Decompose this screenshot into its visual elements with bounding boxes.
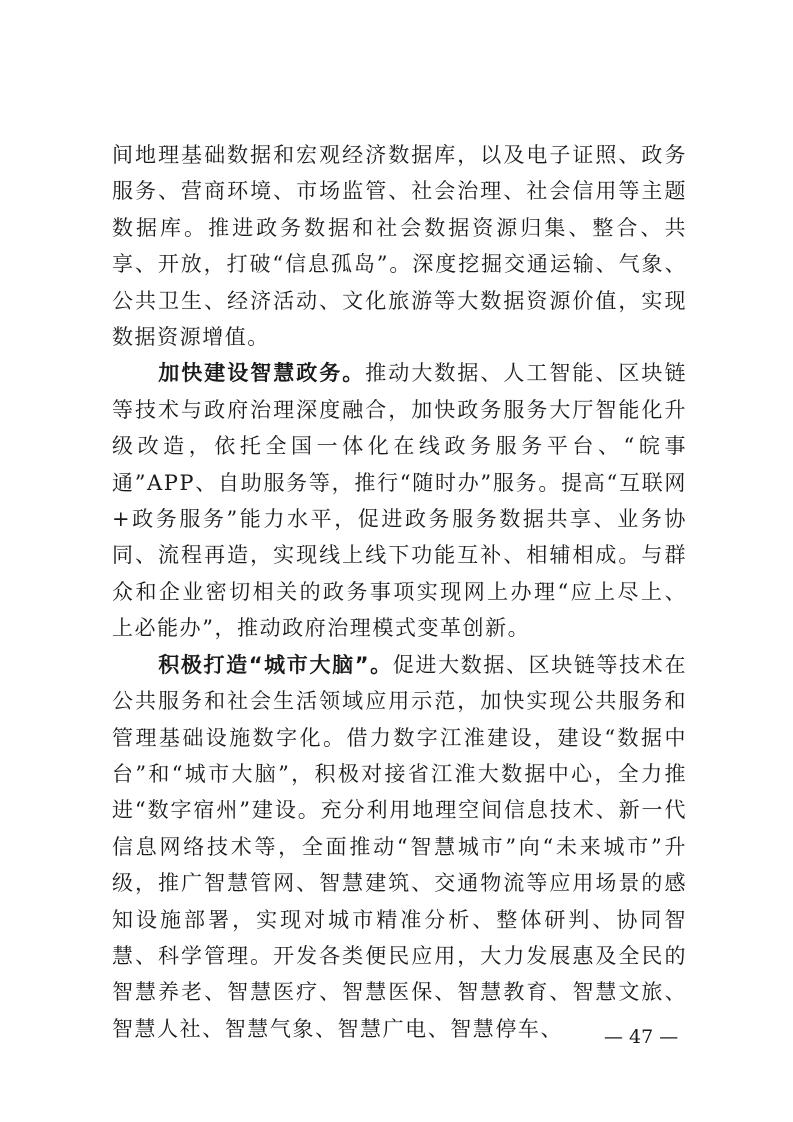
paragraph-city-brain (112, 647, 687, 1047)
body-text (112, 137, 687, 1047)
paragraph-heading: 加快建设智慧政务。 (158, 361, 366, 386)
page-number: — 47 — (604, 1026, 679, 1048)
paragraph-text: 推动大数据、人工智能、区块链等技术与政府治理深度融合，加快政务服务大厅智能化升级改造，依托全国一体化在线政务服务平台、“皖事通”APP、自助服务等，推行“随时办”服务。提高“互联网+政务服务”能力水平，促进政务服务数据共享、业务协同、流程再造，实现线上线下功能互补、相辅相成。与群众和企业密切相关的政务事项实现网上办理“应上尽上、上必能办”，推动政府治理模式变革创新。 (112, 361, 687, 641)
paragraph-text: 间地理基础数据和宏观经济数据库，以及电子证照、政务服务、营商环境、市场监管、社会治理、社会信用等主题数据库。推进政务数据和社会数据资源归集、整合、共享、开放，打破“信息孤岛”。深度挖掘交通运输、气象、公共卫生、经济活动、文化旅游等大数据资源价值，实现数据资源增值。 (112, 143, 687, 350)
paragraph-smart-government (112, 355, 687, 646)
paragraph-heading: 积极打造“城市大脑”。 (158, 652, 393, 677)
paragraph-text: 促进大数据、区块链等技术在公共服务和社会生活领域应用示范，加快实现公共服务和管理基础设施数字化。借力数字江淮建设，建设“数据中台”和“城市大脑”，积极对接省江淮大数据中心，全力推进“数字宿州”建设。充分利用地理空间信息技术、新一代信息网络技术等，全面推动“智慧城市”向“未来城市”升级，推广智慧管网、智慧建筑、交通物流等应用场景的感知设施部署，实现对城市精准分析、整体研判、协同智慧、科学管理。开发各类便民应用，大力发展惠及全民的智慧养老、智慧医疗、智慧医保、智慧教育、智慧文旅、智慧人社、智慧气象、智慧广电、智慧停车、 (112, 652, 687, 1041)
paragraph-continued (112, 137, 687, 355)
